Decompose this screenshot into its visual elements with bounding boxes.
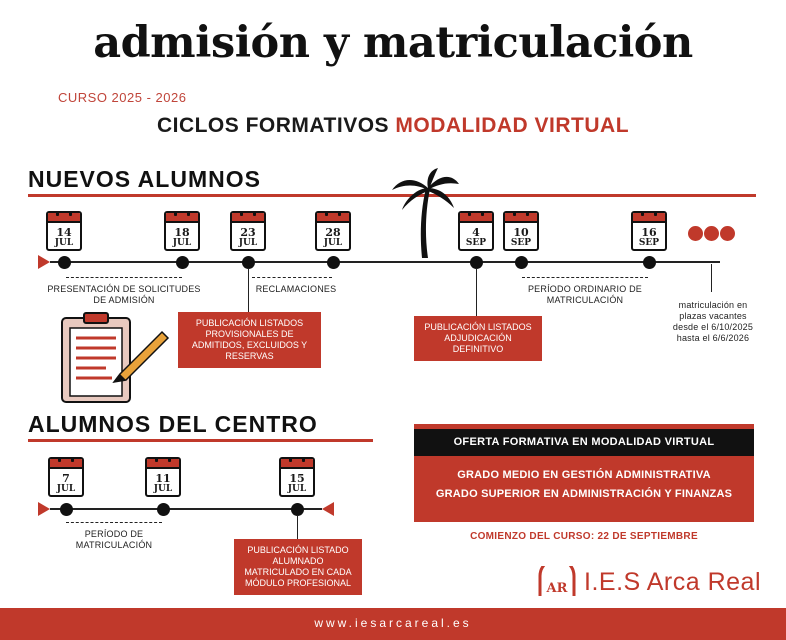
page-subtitle <box>0 114 786 138</box>
timeline-axis <box>50 508 322 510</box>
section-rule <box>28 439 373 442</box>
timeline-dot <box>60 503 73 516</box>
label-periodo-matriculacion: PERÍODO DE MATRICULACIÓN <box>75 529 153 550</box>
calendar-icon: 15 JUL <box>279 457 315 497</box>
section-heading-nuevos: NUEVOS ALUMNOS <box>28 166 261 192</box>
label-reclamaciones: RECLAMACIONES <box>255 284 337 294</box>
box-adjudicacion: PUBLICACIÓN LISTADOS ADJUDICACIÓN DEFINITIVO <box>414 316 542 361</box>
footer-link[interactable]: www.iesarcareal.es <box>314 616 472 630</box>
timeline-end-arrow <box>322 502 334 516</box>
label-presentacion: PRESENTACIÓN DE SOLICITUDES DE ADMISIÓN <box>47 284 201 305</box>
connector-line <box>248 268 249 312</box>
offer-box <box>414 424 754 522</box>
timeline-dot <box>58 256 71 269</box>
logo-icon <box>536 566 578 600</box>
timeline-dot <box>176 256 189 269</box>
label-periodo-ordinario: PERÍODO ORDINARIO DE MATRICULACIÓN <box>527 284 642 305</box>
offer-line: GRADO SUPERIOR EN ADMINISTRACIÓN Y FINANZAS <box>435 488 733 500</box>
period-span <box>522 277 648 278</box>
subtitle-red: MODALIDAD VIRTUAL <box>395 114 630 137</box>
timeline-dot <box>157 503 170 516</box>
period-span <box>66 522 162 523</box>
subtitle-black: CICLOS FORMATIVOS <box>156 114 390 137</box>
brand-name: I.E.S Arca Real <box>584 568 762 596</box>
clipboard-pencil-icon <box>54 312 174 404</box>
timeline-dot <box>515 256 528 269</box>
period-span <box>66 277 182 278</box>
calendar-icon: 28 JUL <box>315 211 351 251</box>
calendar-icon: 4 SEP <box>458 211 494 251</box>
timeline-dot <box>327 256 340 269</box>
connector-line <box>711 264 712 292</box>
timeline-start-arrow <box>38 255 50 269</box>
course-start: COMIENZO DEL CURSO: 22 DE SEPTIEMBRE <box>470 531 698 542</box>
calendar-icon: 23 JUL <box>230 211 266 251</box>
connector-line <box>476 268 477 316</box>
period-span <box>252 277 332 278</box>
calendar-icon: 16 SEP <box>631 211 667 251</box>
section-heading-centro: ALUMNOS DEL CENTRO <box>28 411 318 437</box>
calendar-icon: 7 JUL <box>48 457 84 497</box>
timeline-start-arrow <box>38 502 50 516</box>
timeline-dot <box>643 256 656 269</box>
calendar-icon: 14 JUL <box>46 211 82 251</box>
box-provisionales: PUBLICACIÓN LISTADOS PROVISIONALES DE ADMITIDOS, EXCLUIDOS Y RESERVAS <box>178 312 321 368</box>
page-title: admisión y matriculación <box>93 18 693 68</box>
svg-text:AR: AR <box>546 581 568 596</box>
calendar-icon: 18 JUL <box>164 211 200 251</box>
course-year: CURSO 2025 - 2026 <box>58 90 187 105</box>
connector-line <box>297 515 298 539</box>
label-vacantes: matriculación en plazas vacantes desde el 6/10/2025 hasta el 6/6/2026 <box>672 300 754 343</box>
box-alumnado: PUBLICACIÓN LISTADO ALUMNADO MATRICULADO EN CADA MÓDULO PROFESIONAL <box>234 539 362 595</box>
offer-heading: OFERTA FORMATIVA EN MODALIDAD VIRTUAL <box>414 429 754 456</box>
offer-line: GRADO MEDIO EN GESTIÓN ADMINISTRATIVA <box>457 469 711 481</box>
palm-tree-icon <box>390 168 460 263</box>
calendar-icon: 10 SEP <box>503 211 539 251</box>
calendar-icon: 11 JUL <box>145 457 181 497</box>
timeline-axis <box>50 261 720 263</box>
